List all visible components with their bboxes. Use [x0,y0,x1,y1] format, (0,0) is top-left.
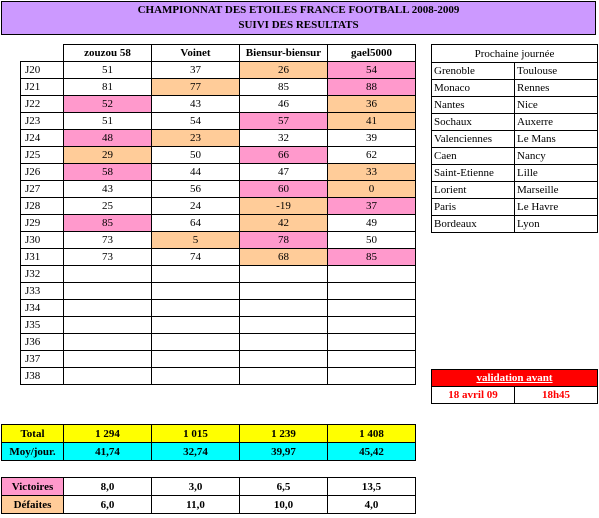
matchday-label[interactable]: J24 [21,130,64,147]
score-cell[interactable]: 47 [240,164,328,181]
total-row [2,425,416,443]
score-cell[interactable]: 58 [64,164,152,181]
player-header[interactable]: zouzou 58 [64,45,152,62]
score-cell[interactable]: 42 [240,215,328,232]
score-cell[interactable]: 78 [240,232,328,249]
defeats-cell[interactable]: 10,0 [240,496,328,514]
score-cell[interactable] [64,368,152,385]
score-cell[interactable]: 46 [240,96,328,113]
score-cell[interactable]: 33 [328,164,416,181]
score-cell[interactable]: 73 [64,249,152,266]
matchday-label[interactable]: J23 [21,113,64,130]
score-cell[interactable]: 52 [64,96,152,113]
total-cell[interactable]: 1 015 [152,425,240,443]
score-cell[interactable]: 24 [152,198,240,215]
matchday-label[interactable]: J25 [21,147,64,164]
score-cell[interactable] [64,283,152,300]
away-team-cell[interactable]: Auxerre [515,114,598,131]
matchday-label[interactable]: J31 [21,249,64,266]
matchday-label[interactable]: J28 [21,198,64,215]
score-cell[interactable]: 51 [64,113,152,130]
score-cell[interactable] [328,334,416,351]
results-row [21,283,416,300]
results-row [21,96,416,113]
score-cell[interactable] [64,351,152,368]
results-row [21,232,416,249]
score-cell[interactable]: 37 [152,62,240,79]
score-cell[interactable]: 32 [240,130,328,147]
player-header[interactable]: Biensur-biensur [240,45,328,62]
results-row [21,249,416,266]
score-cell[interactable]: 68 [240,249,328,266]
score-cell[interactable] [328,283,416,300]
away-team-cell[interactable]: Nice [515,97,598,114]
defeats-row [2,496,416,514]
score-cell[interactable]: 37 [328,198,416,215]
matchday-label[interactable]: J29 [21,215,64,232]
score-cell[interactable]: 73 [64,232,152,249]
score-cell[interactable]: 85 [64,215,152,232]
validation-label[interactable]: validation avant [432,370,598,387]
home-team-cell[interactable]: Nantes [432,97,515,114]
results-row [21,368,416,385]
match-row [432,148,598,165]
score-cell[interactable]: 64 [152,215,240,232]
score-cell[interactable]: 85 [328,249,416,266]
home-team-cell[interactable]: Lorient [432,182,515,199]
score-cell[interactable]: 50 [152,147,240,164]
away-team-cell[interactable]: Lyon [515,216,598,233]
results-row [21,351,416,368]
matchday-label[interactable]: J35 [21,317,64,334]
validation-date[interactable]: 18 avril 09 [432,387,515,404]
away-team-cell[interactable]: Le Havre [515,199,598,216]
score-cell[interactable]: 43 [152,96,240,113]
score-cell[interactable]: 23 [152,130,240,147]
match-row [432,165,598,182]
away-team-cell[interactable]: Toulouse [515,63,598,80]
score-cell[interactable] [240,283,328,300]
score-cell[interactable]: 26 [240,62,328,79]
defeats-cell[interactable]: 11,0 [152,496,240,514]
match-row [432,114,598,131]
home-team-cell[interactable]: Caen [432,148,515,165]
score-cell[interactable] [152,368,240,385]
score-cell[interactable]: 54 [328,62,416,79]
defeats-cell[interactable]: 6,0 [64,496,152,514]
home-team-cell[interactable]: Grenoble [432,63,515,80]
away-team-cell[interactable]: Rennes [515,80,598,97]
score-cell[interactable] [152,266,240,283]
matchday-label[interactable]: J20 [21,62,64,79]
score-cell[interactable]: 43 [64,181,152,198]
score-cell[interactable] [328,317,416,334]
results-row [21,79,416,96]
match-row [432,80,598,97]
validation-box [431,369,598,404]
score-cell[interactable] [328,300,416,317]
results-header-row [21,45,416,62]
total-cell[interactable]: 1 239 [240,425,328,443]
defeats-label[interactable]: Défaites [2,496,64,514]
total-label[interactable]: Total [2,425,64,443]
score-cell[interactable]: 60 [240,181,328,198]
results-row [21,147,416,164]
score-cell[interactable] [152,300,240,317]
score-cell[interactable] [64,266,152,283]
score-cell[interactable]: -19 [240,198,328,215]
title-line-2: SUIVI DES RESULTATS [238,19,359,31]
score-cell[interactable]: 57 [240,113,328,130]
home-team-cell[interactable]: Saint-Etienne [432,165,515,182]
score-cell[interactable]: 77 [152,79,240,96]
score-cell[interactable] [152,317,240,334]
score-cell[interactable]: 50 [328,232,416,249]
totals-table [1,424,416,461]
score-cell[interactable]: 54 [152,113,240,130]
score-cell[interactable] [240,334,328,351]
average-cell[interactable]: 39,97 [240,443,328,461]
score-cell[interactable] [240,266,328,283]
score-cell[interactable] [152,283,240,300]
matchday-label[interactable]: J37 [21,351,64,368]
next-round-table [431,44,598,233]
score-cell[interactable] [240,317,328,334]
results-row [21,62,416,79]
home-team-cell[interactable]: Paris [432,199,515,216]
next-round-header[interactable]: Prochaine journée [432,45,598,63]
matchday-label[interactable]: J26 [21,164,64,181]
results-row [21,130,416,147]
results-row [21,181,416,198]
home-team-cell[interactable]: Monaco [432,80,515,97]
score-cell[interactable] [240,368,328,385]
matchday-label[interactable]: J33 [21,283,64,300]
away-team-cell[interactable]: Le Mans [515,131,598,148]
results-row [21,215,416,232]
score-cell[interactable]: 56 [152,181,240,198]
wins-cell[interactable]: 8,0 [64,478,152,496]
results-row [21,334,416,351]
score-cell[interactable]: 36 [328,96,416,113]
matchday-label[interactable]: J22 [21,96,64,113]
match-row [432,216,598,233]
score-cell[interactable] [240,351,328,368]
score-cell[interactable]: 88 [328,79,416,96]
matchday-label[interactable]: J38 [21,368,64,385]
score-cell[interactable]: 49 [328,215,416,232]
match-row [432,63,598,80]
wins-label[interactable]: Victoires [2,478,64,496]
score-cell[interactable]: 62 [328,147,416,164]
away-team-cell[interactable]: Lille [515,165,598,182]
header-corner [21,45,64,62]
average-label[interactable]: Moy/jour. [2,443,64,461]
score-cell[interactable]: 41 [328,113,416,130]
player-header[interactable]: gael5000 [328,45,416,62]
score-cell[interactable] [64,334,152,351]
score-cell[interactable]: 66 [240,147,328,164]
results-row [21,113,416,130]
matchday-label[interactable]: J21 [21,79,64,96]
title-line-1: CHAMPIONNAT DES ETOILES FRANCE FOOTBALL 2008-2009 [137,4,460,16]
score-cell[interactable]: 74 [152,249,240,266]
score-cell[interactable]: 29 [64,147,152,164]
score-cell[interactable]: 44 [152,164,240,181]
score-cell[interactable] [64,317,152,334]
score-cell[interactable] [152,351,240,368]
away-team-cell[interactable]: Marseille [515,182,598,199]
home-team-cell[interactable]: Valenciennes [432,131,515,148]
match-row [432,182,598,199]
sheet-title [1,1,596,35]
matchday-label[interactable]: J34 [21,300,64,317]
home-team-cell[interactable]: Bordeaux [432,216,515,233]
score-cell[interactable] [240,300,328,317]
score-cell[interactable] [152,334,240,351]
match-row [432,97,598,114]
average-cell[interactable]: 45,42 [328,443,416,461]
score-cell[interactable]: 39 [328,130,416,147]
matchday-label[interactable]: J27 [21,181,64,198]
away-team-cell[interactable]: Nancy [515,148,598,165]
score-cell[interactable] [328,368,416,385]
results-row [21,317,416,334]
match-row [432,199,598,216]
score-cell[interactable] [64,300,152,317]
defeats-cell[interactable]: 4,0 [328,496,416,514]
wins-row [2,478,416,496]
score-cell[interactable] [328,266,416,283]
results-row [21,198,416,215]
average-row [2,443,416,461]
score-cell[interactable]: 0 [328,181,416,198]
matchday-label[interactable]: J36 [21,334,64,351]
wins-cell[interactable]: 6,5 [240,478,328,496]
total-cell[interactable]: 1 294 [64,425,152,443]
stats-table [1,477,416,514]
matchday-label[interactable]: J30 [21,232,64,249]
score-cell[interactable]: 5 [152,232,240,249]
score-cell[interactable]: 51 [64,62,152,79]
score-cell[interactable]: 85 [240,79,328,96]
matchday-label[interactable]: J32 [21,266,64,283]
wins-cell[interactable]: 13,5 [328,478,416,496]
match-row [432,131,598,148]
average-cell[interactable]: 41,74 [64,443,152,461]
average-cell[interactable]: 32,74 [152,443,240,461]
score-cell[interactable]: 48 [64,130,152,147]
score-cell[interactable]: 25 [64,198,152,215]
home-team-cell[interactable]: Sochaux [432,114,515,131]
total-cell[interactable]: 1 408 [328,425,416,443]
results-row [21,300,416,317]
results-row [21,266,416,283]
score-cell[interactable]: 81 [64,79,152,96]
player-header[interactable]: Voinet [152,45,240,62]
wins-cell[interactable]: 3,0 [152,478,240,496]
validation-time[interactable]: 18h45 [515,387,598,404]
score-cell[interactable] [328,351,416,368]
results-row [21,164,416,181]
results-table [20,44,416,385]
